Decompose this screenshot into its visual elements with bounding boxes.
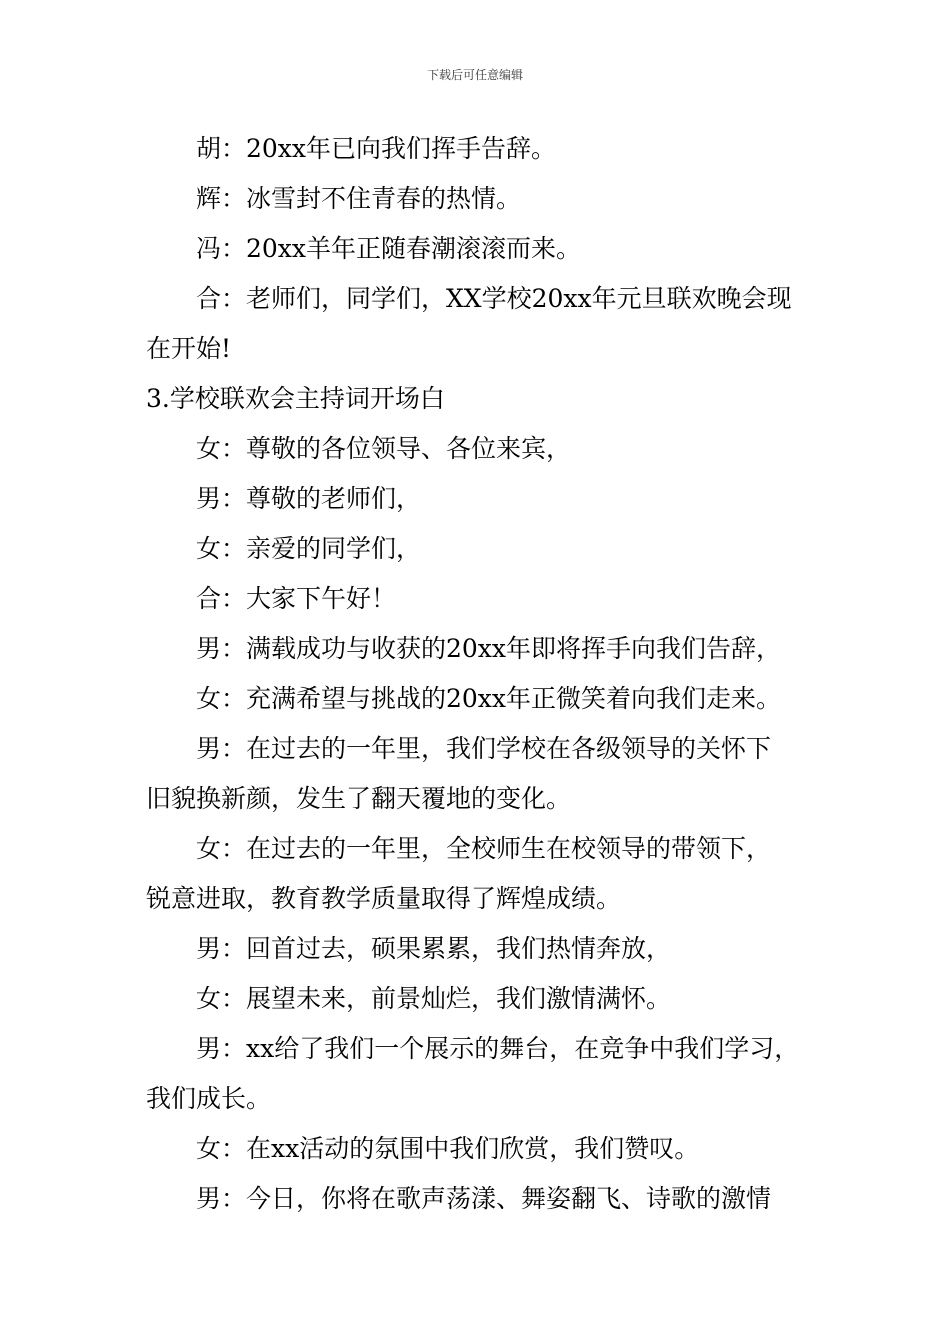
text-line: 女：充满希望与挑战的20xx年正微笑着向我们走来。 xyxy=(196,684,782,713)
text-line: 男：今日，你将在歌声荡漾、舞姿翻飞、诗歌的激情 xyxy=(196,1184,772,1213)
text-line: 男：xx给了我们一个展示的舞台，在竞争中我们学习， xyxy=(196,1034,800,1063)
text-line: 男：满载成功与收获的20xx年即将挥手向我们告辞， xyxy=(196,634,782,663)
text-line: 女：在过去的一年里，全校师生在校领导的带领下， xyxy=(196,834,772,863)
text-line: 女：在xx活动的氛围中我们欣赏，我们赞叹。 xyxy=(196,1134,700,1163)
document-body xyxy=(146,124,808,1224)
text-line: 合：老师们，同学们，XX学校20xx年元旦联欢晚会现 xyxy=(196,284,792,313)
text-line: 男：在过去的一年里，我们学校在各级领导的关怀下 xyxy=(196,734,772,763)
text-line: 男：尊敬的老师们， xyxy=(196,484,422,513)
text-line: 我们成长。 xyxy=(146,1084,272,1113)
text-line: 合：大家下午好！ xyxy=(196,584,397,613)
text-line: 冯：20xx羊年正随春潮滚滚而来。 xyxy=(196,234,582,263)
text-line: 锐意进取，教育教学质量取得了辉煌成绩。 xyxy=(146,884,622,913)
text-line: 女：展望未来，前景灿烂，我们激情满怀。 xyxy=(196,984,672,1013)
text-line: 女：亲爱的同学们， xyxy=(196,534,422,563)
text-line: 胡：20xx年已向我们挥手告辞。 xyxy=(196,134,557,163)
text-line: 男：回首过去，硕果累累，我们热情奔放， xyxy=(196,934,672,963)
page-header-note: 下载后可任意编辑 xyxy=(426,68,523,82)
text-line: 辉：冰雪封不住青春的热情。 xyxy=(196,184,522,213)
text-line: 在开始! xyxy=(146,334,232,363)
text-line: 女：尊敬的各位领导、各位来宾， xyxy=(196,434,572,463)
text-line: 旧貌换新颜，发生了翻天覆地的变化。 xyxy=(146,784,572,813)
section-heading: 3.学校联欢会主持词开场白 xyxy=(146,384,445,413)
